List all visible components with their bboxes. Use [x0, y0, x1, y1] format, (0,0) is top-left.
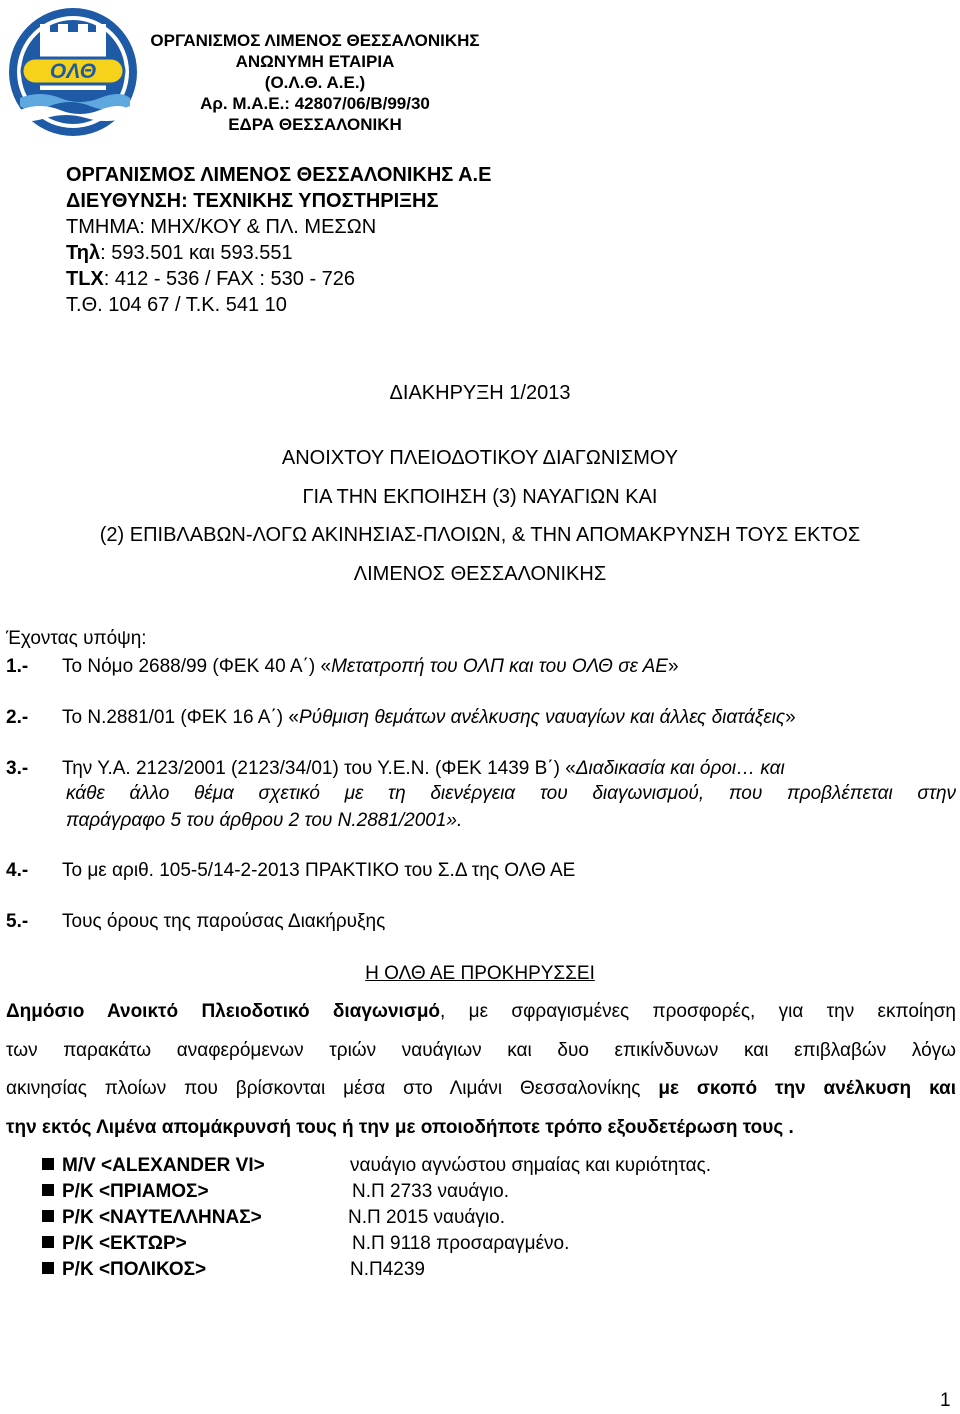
dept-postal: Τ.Θ. 104 67 / Τ.Κ. 541 10: [66, 294, 287, 316]
bullet-square-icon: [42, 1158, 54, 1170]
considering-item-3-cont2: παράγραφο 5 του άρθρου 2 του Ν.2881/2001».: [66, 810, 463, 831]
vessel-item: Ρ/Κ <ΠΡΙΑΜΟΣ> Ν.Π 2733 ναυάγιο.: [42, 1181, 209, 1203]
page-number: 1: [940, 1390, 951, 1411]
bullet-square-icon: [42, 1236, 54, 1248]
proclamation-heading: Η ΟΛΘ ΑΕ ΠΡΟΚΗΡΥΣΣΕΙ: [365, 963, 595, 984]
considering-item-3-cont1: κάθε άλλο θέμα σχετικό με τη διενέργεια του διαγωνισμού, που προβλέπεται στην: [66, 783, 956, 804]
dept-org: ΟΡΓΑΝΙΣΜΟΣ ΛΙΜΕΝΟΣ ΘΕΣΣΑΛΟΝΙΚΗΣ Α.Ε: [66, 164, 492, 186]
olth-port-logo-icon: [6, 6, 140, 138]
dept-direction: ΔΙΕΥΘΥΝΣΗ: ΤΕΧΝΙΚΗΣ ΥΠΟΣΤΗΡΙΞΗΣ: [66, 190, 439, 212]
paragraph-line-2: των παρακάτω αναφερόμενων τριών ναυάγιων και δυο επικίνδυνων και επιβλαβών λόγω: [6, 1040, 956, 1061]
header-registry-number: Αρ. Μ.Α.Ε.: 42807/06/Β/99/30: [200, 94, 430, 113]
considering-item-2: 2.- Το Ν.2881/01 (ΦΕΚ 16 Α΄) «Ρύθμιση θεμάτων ανέλκυσης ναυαγίων και άλλες διατάξεις»: [6, 707, 796, 728]
vessel-item: Ρ/Κ <ΝΑΥΤΕΛΛΗΝΑΣ> Ν.Π 2015 ναυάγιο.: [42, 1207, 262, 1229]
header-seat: ΕΔΡΑ ΘΕΣΣΑΛΟΝΙΚΗ: [228, 115, 402, 134]
tender-title-line1: ΑΝΟΙΧΤΟΥ ΠΛΕΙΟΔΟΤΙΚΟΥ ΔΙΑΓΩΝΙΣΜΟΥ: [281, 447, 679, 469]
declaration-title: ΔΙΑΚΗΡΥΞΗ 1/2013: [389, 382, 571, 404]
header-abbreviation: (Ο.Λ.Θ. Α.Ε.): [264, 73, 366, 92]
logo-text: ΟΛΘ: [49, 60, 97, 83]
considering-heading: Έχοντας υπόψη:: [6, 628, 147, 649]
tender-title-line3: (2) ΕΠΙΒΛΑΒΩΝ-ΛΟΓΩ ΑΚΙΝΗΣΙΑΣ-ΠΛΟΙΩΝ, & ΤΗΝ ΑΠΟΜΑΚΡΥΝΣΗ ΤΟΥΣ ΕΚΤΟΣ: [99, 524, 861, 546]
tender-title-line2: ΓΙΑ ΤΗΝ ΕΚΠΟΙΗΣΗ (3) ΝΑΥΑΓΙΩΝ ΚΑΙ: [302, 486, 658, 508]
considering-item-3: 3.- Την Υ.Α. 2123/2001 (2123/34/01) του Υ.Ε.Ν. (ΦΕΚ 1439 Β΄) «Διαδικασία και όροι… και: [6, 758, 785, 779]
dept-tlx-fax: TLX: 412 - 536 / FAX : 530 - 726: [66, 268, 356, 290]
dept-phone: Τηλ: 593.501 και 593.551: [66, 242, 293, 264]
considering-item-5: 5.- Τους όρους της παρούσας Διακήρυξης: [6, 911, 386, 932]
vessel-item: Ρ/Κ <ΠΟΛΙΚΟΣ> Ν.Π4239: [42, 1259, 206, 1281]
paragraph-line-3: ακινησίας πλοίων που βρίσκονται μέσα στο Λιμάνι Θεσσαλονίκης με σκοπό την ανέλκυση και: [6, 1078, 956, 1099]
bullet-square-icon: [42, 1262, 54, 1274]
bullet-square-icon: [42, 1210, 54, 1222]
dept-section: ΤΜΗΜΑ: ΜΗΧ/ΚΟΥ & ΠΛ. ΜΕΣΩΝ: [66, 216, 377, 238]
paragraph-line-4: την εκτός Λιμένα απομάκρυνσή τους ή την με οποιοδήποτε τρόπο εξουδετέρωση τους .: [6, 1117, 794, 1138]
bullet-square-icon: [42, 1184, 54, 1196]
header-org-name: ΟΡΓΑΝΙΣΜΟΣ ΛΙΜΕΝΟΣ ΘΕΣΣΑΛΟΝΙΚΗΣ: [150, 31, 480, 50]
considering-item-1: 1.- Το Νόμο 2688/99 (ΦΕΚ 40 Α΄) «Μετατροπή του ΟΛΠ και του ΟΛΘ σε ΑΕ»: [6, 656, 679, 677]
vessel-item: Ρ/Κ <ΕΚΤΩΡ> Ν.Π 9118 προσαραγμένο.: [42, 1233, 187, 1255]
vessel-item: M/V <ALEXANDER VI> ναυάγιο αγνώστου σημαίας και κυριότητας.: [42, 1155, 265, 1177]
considering-item-4: 4.- Το με αριθ. 105-5/14-2-2013 ΠΡΑΚΤΙΚΟ του Σ.Δ της ΟΛΘ ΑΕ: [6, 860, 576, 881]
tender-title-line4: ΛΙΜΕΝΟΣ ΘΕΣΣΑΛΟΝΙΚΗΣ: [353, 563, 607, 585]
paragraph-line-1: Δημόσιο Ανοικτό Πλειοδοτικό διαγωνισμό, με σφραγισμένες προσφορές, για την εκποίηση: [6, 1001, 956, 1022]
header-company-type: ΑΝΩΝΥΜΗ ΕΤΑΙΡΙΑ: [235, 52, 395, 71]
